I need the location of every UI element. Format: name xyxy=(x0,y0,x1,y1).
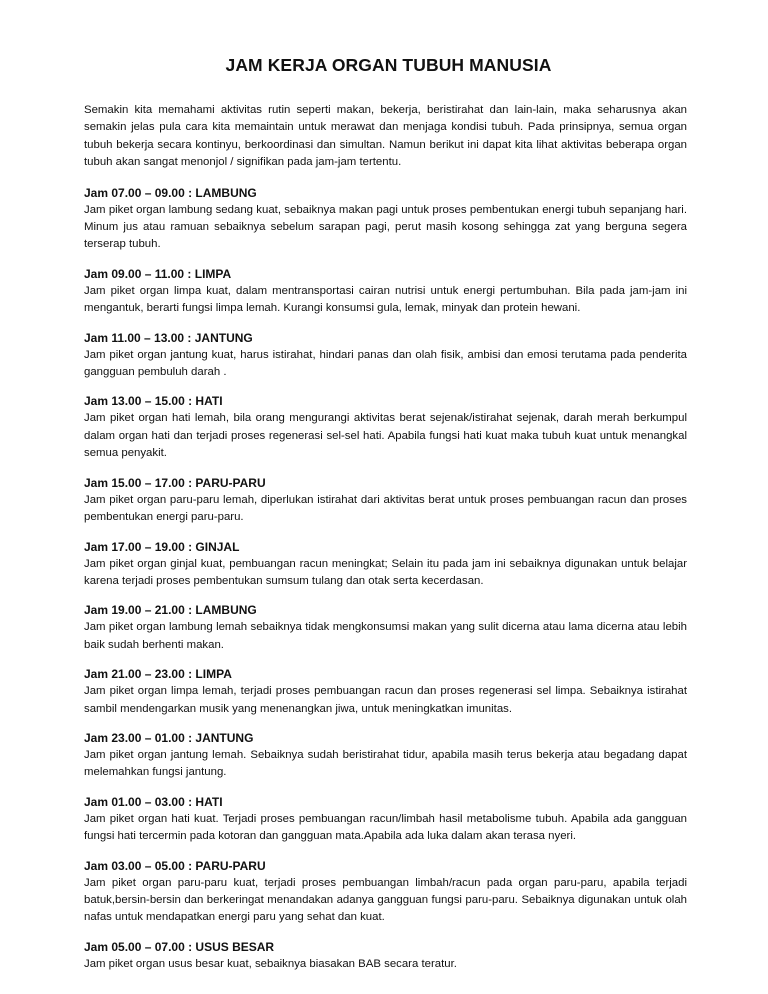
section-lambung-pagi xyxy=(84,185,687,254)
section-body: Jam piket organ limpa kuat, dalam mentransportasi cairan nutrisi untuk energi pertumbuhan. Bila pada jam-jam ini mengantuk, berarti fungsi limpa lemah. Kurangi konsumsi gula, lemak, minyak dan protein hewani. xyxy=(84,284,687,315)
section-heading: Jam 05.00 – 07.00 : USUS BESAR xyxy=(84,939,275,954)
section-body: Jam piket organ lambung lemah sebaiknya tidak mengkonsumsi makan yang sulit dicerna atau lama dicerna atau lebih baik sudah berhenti makan. xyxy=(84,621,687,651)
section-heading: Jam 09.00 – 11.00 : LIMPA xyxy=(84,266,232,281)
section-body: Jam piket organ ginjal kuat, pembuangan racun meningkat; Selain itu pada jam ini sebaiknya digunakan untuk belajar karena terjadi proses pembentukan sumsum tulang dan otak serta kecerdasan. xyxy=(84,557,687,587)
section-paru-dini-hari xyxy=(84,858,687,927)
section-heading: Jam 07.00 – 09.00 : LAMBUNG xyxy=(84,185,257,200)
section-heading: Jam 01.00 – 03.00 : HATI xyxy=(84,794,223,809)
section-usus-besar xyxy=(84,939,687,973)
section-body: Jam piket organ paru-paru kuat, terjadi proses pembuangan limbah/racun pada organ paru-paru, apabila terjadi batuk,bersin-bersin dan berkeringat menandakan adanya gangguan fungsi paru-paru. Sebaiknya digunakan untuk olah nafas untuk mendapatkan energi paru yang sehat dan kuat. xyxy=(84,876,687,924)
section-heading: Jam 17.00 – 19.00 : GINJAL xyxy=(84,539,240,554)
section-jantung-malam xyxy=(84,730,687,782)
section-lambung-malam xyxy=(84,602,687,654)
section-heading: Jam 15.00 – 17.00 : PARU-PARU xyxy=(84,475,266,490)
section-heading: Jam 19.00 – 21.00 : LAMBUNG xyxy=(84,603,257,618)
section-heading: Jam 23.00 – 01.00 : JANTUNG xyxy=(84,730,254,745)
intro-paragraph: Semakin kita memahami aktivitas rutin seperti makan, bekerja, beristirahat dan lain-lain, maka seharusnya akan semakin jelas pula cara kita memaintain untuk merawat dan menjaga kondisi tubuh. Pada prinsipnya, semua organ tubuh bekerja secara kontinyu, berkoordinasi dan simultan. Namun berikut ini dapat kita lihat aktivitas beberapa organ tubuh akan sangat menonjol / signifikan pada jam-jam tertentu. xyxy=(84,104,687,169)
section-body: Jam piket organ hati kuat. Terjadi proses pembuangan racun/limbah hasil metabolisme tubuh. Apabila ada gangguan fungsi hati tercermin pada kotoran dan gangguan mata.Apabila ada luka dalam akan terasa nyeri. xyxy=(84,812,687,843)
section-heading: Jam 13.00 – 15.00 : HATI xyxy=(84,394,223,409)
section-heading: Jam 21.00 – 23.00 : LIMPA xyxy=(84,667,232,682)
section-body: Jam piket organ jantung kuat, harus istirahat, hindari panas dan olah fisik, ambisi dan emosi terutama pada penderita gangguan pembuluh darah . xyxy=(84,348,687,379)
section-limpa-pagi xyxy=(84,266,687,318)
section-heading: Jam 03.00 – 05.00 : PARU-PARU xyxy=(84,858,266,873)
section-heading: Jam 11.00 – 13.00 : JANTUNG xyxy=(84,330,253,345)
section-body: Jam piket organ hati lemah, bila orang mengurangi aktivitas berat sejenak/istirahat sejenak, darah merah berkumpul dalam organ hati dan terjadi proses regenerasi sel-sel hati. Apabila fungsi hati kuat maka tubuh kuat untuk menangkal semua penyakit. xyxy=(84,412,687,460)
section-body: Jam piket organ lambung sedang kuat, sebaiknya makan pagi untuk proses pembentukan energi tubuh sepanjang hari. Minum jus atau ramuan sebaiknya sebelum sarapan pagi, perut masih kosong sehingga zat yang berguna segera terserap tubuh. xyxy=(84,203,687,251)
section-hati-dini-hari xyxy=(84,794,687,846)
section-jantung-siang xyxy=(84,330,687,382)
section-body: Jam piket organ jantung lemah. Sebaiknya sudah beristirahat tidur, apabila masih terus bekerja atau begadang dapat melemahkan fungsi jantung. xyxy=(84,748,687,779)
section-body: Jam piket organ limpa lemah, terjadi proses pembuangan racun dan proses regenerasi sel limpa. Sebaiknya istirahat sambil mendengarkan musik yang menenangkan jiwa, untuk meningkatkan imunitas. xyxy=(84,685,687,715)
document-title: JAM KERJA ORGAN TUBUH MANUSIA xyxy=(225,55,552,75)
section-ginjal xyxy=(84,539,687,591)
section-paru-sore xyxy=(84,475,687,527)
section-body: Jam piket organ paru-paru lemah, diperlukan istirahat dari aktivitas berat untuk proses pembuangan racun dan proses pembentukan energi paru-paru. xyxy=(84,493,687,524)
section-body: Jam piket organ usus besar kuat, sebaiknya biasakan BAB secara teratur. xyxy=(84,957,457,970)
section-limpa-malam xyxy=(84,666,687,718)
section-hati-siang xyxy=(84,393,687,462)
